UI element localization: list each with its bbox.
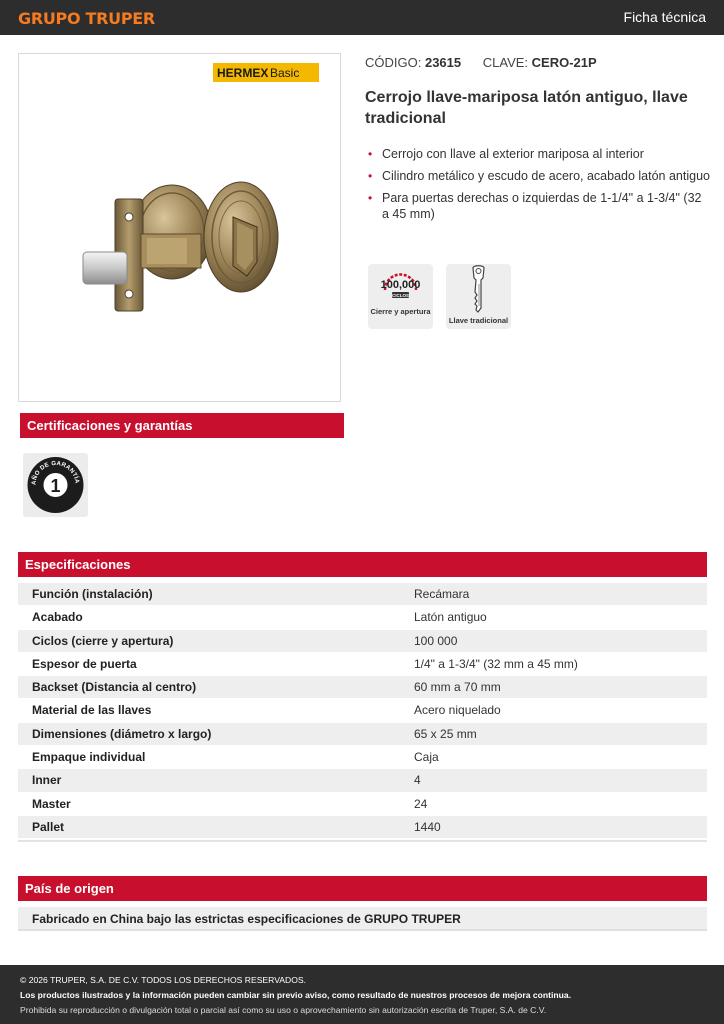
key-icon (446, 264, 511, 316)
spec-value: 1440 (414, 819, 441, 834)
origin-header: País de origen (18, 876, 707, 901)
spec-key: Backset (Distancia al centro) (32, 680, 197, 695)
feature-item (365, 146, 710, 162)
spec-table (18, 583, 707, 839)
footer (0, 965, 724, 1024)
codigo-label: CÓDIGO: (365, 55, 422, 70)
specs-header: Especificaciones (18, 552, 707, 577)
table-row (18, 630, 707, 653)
bullet-icon: • (368, 147, 373, 161)
cycles-badge (368, 264, 433, 329)
spec-value: 100 000 (414, 633, 458, 648)
cycles-number: 100,000 (380, 279, 421, 291)
spec-value: 1/4" a 1-3/4" (32 mm a 45 mm) (414, 656, 578, 671)
spec-key: Master (32, 796, 71, 811)
table-row (18, 653, 707, 676)
table-row (18, 606, 707, 629)
key-caption: Llave tradicional (448, 316, 509, 325)
clave-label: CLAVE: (482, 55, 529, 70)
product-image-frame (18, 53, 341, 402)
product-image (19, 54, 340, 401)
spec-key: Función (instalación) (32, 587, 153, 601)
cycles-unit: CICLOS (391, 293, 410, 298)
spec-key: Pallet (32, 819, 65, 834)
table-row (18, 816, 707, 839)
spec-key: Dimensiones (diámetro x largo) (32, 726, 212, 741)
brand-logo[interactable]: GRUPO TRUPER (18, 9, 155, 28)
spec-value: Recámara (414, 587, 470, 601)
spec-value: 60 mm a 70 mm (414, 680, 501, 695)
origin-row (18, 907, 707, 931)
spec-value: Latón antiguo (414, 610, 487, 625)
spec-key: Material de las llaves (32, 703, 152, 718)
feature-text: Para puertas derechas o izquierdas de 1-1/4" a 1-3/4" (32 a 45 mm) (382, 191, 702, 221)
key-badge (446, 264, 511, 329)
feature-list (365, 146, 710, 228)
brand-badge-name: HERMEX (217, 66, 269, 80)
bullet-icon: • (368, 169, 373, 183)
table-row (18, 723, 707, 746)
table-row (18, 793, 707, 816)
feature-text: Cilindro metálico y escudo de acero, acabado latón antiguo (382, 169, 710, 183)
spec-value: 4 (414, 773, 421, 788)
warranty-seal-icon (23, 453, 88, 517)
certifications-header: Certificaciones y garantías (20, 413, 344, 438)
warranty-ring-text: AÑO DE GARANTÍA (31, 460, 80, 486)
warranty-badge (23, 453, 88, 517)
product-codes (365, 55, 597, 70)
page-title: Ficha técnica (623, 9, 706, 25)
table-row (18, 769, 707, 792)
spec-value: 65 x 25 mm (414, 726, 477, 741)
cycles-caption: Cierre y apertura (370, 307, 431, 316)
spec-key: Acabado (32, 610, 83, 625)
footer-notice: Los productos ilustrados y la información pueden cambiar sin previo aviso, como resultado de nuestros procesos de mejora continua. (20, 990, 572, 1000)
footer-legal: Prohibida su reproducción o divulgación total o parcial así como su uso o aprovechamiento sin autorización escrita de Truper, S.A. de C.V. (20, 1005, 547, 1015)
spec-key: Espesor de puerta (32, 656, 137, 671)
table-row (18, 746, 707, 769)
bullet-icon: • (368, 191, 373, 205)
clave-value: CERO-21P (531, 55, 597, 70)
feature-item (365, 190, 710, 222)
table-row (18, 676, 707, 699)
top-bar (0, 0, 724, 35)
feature-text: Cerrojo con llave al exterior mariposa al interior (382, 147, 644, 161)
cycles-icon (368, 264, 433, 309)
table-row (18, 699, 707, 722)
feature-item (365, 168, 710, 184)
warranty-number: 1 (50, 476, 61, 496)
codigo-value: 23615 (424, 55, 462, 70)
spec-table-divider (18, 840, 707, 842)
spec-key: Ciclos (cierre y apertura) (32, 633, 174, 648)
brand-badge-line: Basic (270, 66, 300, 80)
spec-key: Inner (32, 773, 62, 788)
spec-value: Acero niquelado (414, 703, 501, 718)
spec-value: Caja (414, 750, 439, 765)
spec-value: 24 (414, 796, 428, 811)
table-row (18, 583, 707, 606)
product-title: Cerrojo llave-mariposa latón antiguo, llave tradicional (365, 89, 688, 127)
spec-key: Empaque individual (32, 750, 146, 765)
footer-copyright: © 2026 TRUPER, S.A. DE C.V. TODOS LOS DERECHOS RESERVADOS. (20, 975, 307, 985)
origin-text: Fabricado en China bajo las estrictas especificaciones de GRUPO TRUPER (32, 912, 461, 926)
